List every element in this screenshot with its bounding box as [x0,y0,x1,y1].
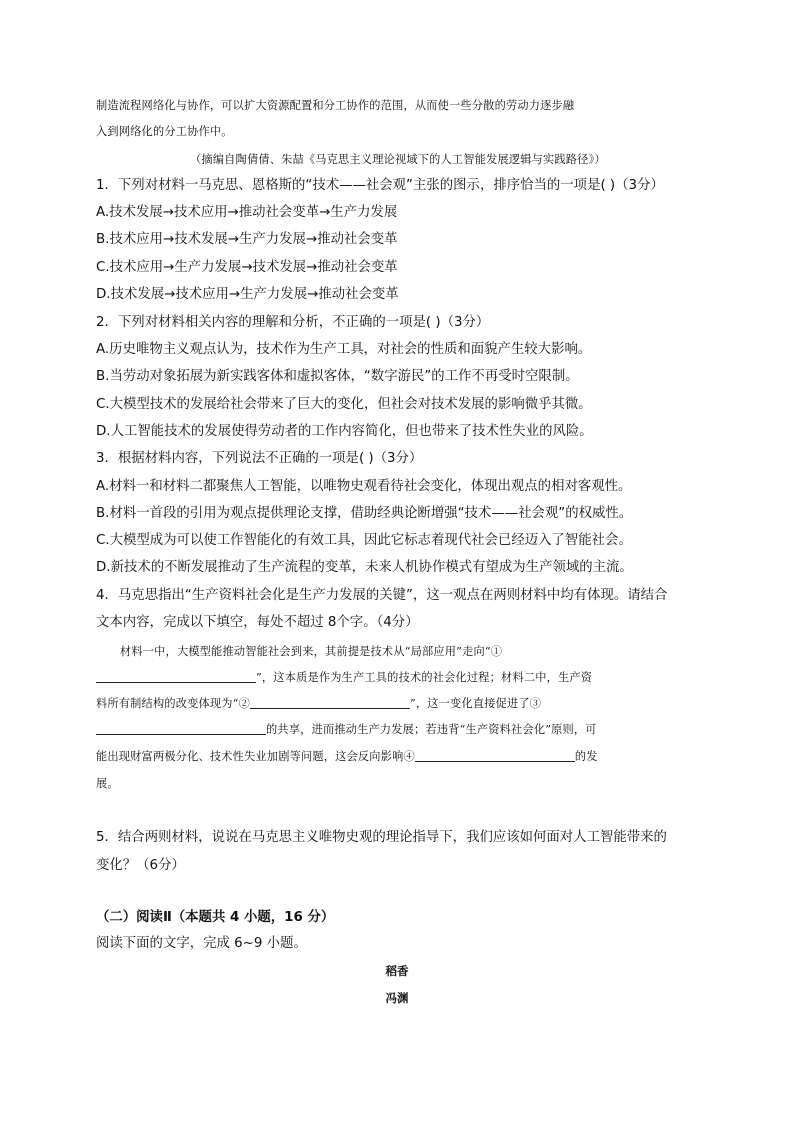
question-3-stem: 3．根据材料内容，下列说法不正确的一项是( )（3分） [96,451,423,466]
fill-text-4: 的共享，进而推动生产力发展；若违背“生产资料社会化”原则，可 [266,723,597,736]
fill-text-3a: 料所有制结构的改变体现为“② [96,697,250,710]
question-1-option-d: D.技术发展→技术应用→生产力发展→推动社会变革 [96,287,399,302]
question-3-option-c: C.大模型成为可以使工作智能化的有效工具，因此它标志着现代社会已经迈入了智能社会。 [96,533,632,548]
fill-paragraph-line-3 [96,694,541,714]
intro-line-2: 入到网络化的分工协作中。 [96,125,233,138]
question-1-option-b: B.技术应用→技术发展→生产力发展→推动社会变革 [96,232,398,247]
section-2-heading: （二）阅读Ⅱ（本题共 4 小题，16 分） [96,910,335,925]
answer-blank-1[interactable] [96,668,256,683]
fill-paragraph-line-6: 展。 [96,777,119,790]
question-1-stem: 1．下列对材料一马克思、恩格斯的“技术——社会观”主张的图示，排序恰当的一项是( )（3分） [96,178,664,193]
question-2-stem: 2．下列对材料相关内容的理解和分析，不正确的一项是( )（3分） [96,315,490,330]
citation: （摘编自陶倩倩、朱喆《马克思主义理论视域下的人工智能发展逻辑与实践路径》） [190,153,606,166]
question-2-option-d: D.人工智能技术的发展使得劳动者的工作内容简化，但也带来了技术性失业的风险。 [96,424,593,439]
question-5-line-2: 变化？（6分） [96,858,185,873]
answer-blank-2[interactable] [250,694,410,709]
fill-text-3b: ”，这一变化直接促进了③ [409,697,542,710]
question-1-option-c: C.技术应用→生产力发展→技术发展→推动社会变革 [96,260,398,275]
fill-text-5b: 的发 [574,750,598,763]
intro-line-1: 制造流程网络化与协作，可以扩大资源配置和分工协作的范围，从而使一些分散的劳动力逐步融 [96,99,575,112]
fill-paragraph-line-5 [96,747,598,767]
question-3-option-d: D.新技术的不断发展推动了生产流程的变革，未来人机协作模式有望成为生产领域的主流。 [96,560,633,575]
question-4-stem-line-2: 文本内容，完成以下填空，每处不超过 8个字。（4分） [96,615,419,630]
question-2-option-b: B.当劳动对象拓展为新实践客体和虚拟客体，“数字游民”的工作不再受时空限制。 [96,369,579,384]
fill-paragraph-line-2 [96,668,592,688]
article-author: 冯渊 [385,991,409,1005]
question-2-option-c: C.大模型技术的发展给社会带来了巨大的变化，但社会对技术发展的影响微乎其微。 [96,397,592,412]
question-3-option-a: A.材料一和材料二都聚焦人工智能，以唯物史观看待社会变化，体现出观点的相对客观性。 [96,479,632,494]
fill-text-5a: 能出现财富两极分化、技术性失业加剧等问题，这会反向影响④ [96,750,415,763]
article-title: 稻香 [385,964,409,978]
question-3-option-b: B.材料一首段的引用为观点提供理论支撑，借助经典论断增强“技术——社会观”的权威性。 [96,506,633,521]
question-5-line-1: 5．结合两则材料，说说在马克思主义唯物史观的理论指导下，我们应该如何面对人工智能带来的 [96,830,667,845]
fill-text-2: ”，这本质是作为生产工具的技术的社会化过程；材料二中，生产资 [256,671,593,684]
fill-paragraph-line-1: 材料一中，大模型能推动智能社会到来，其前提是技术从“局部应用”走向“① [120,645,503,658]
answer-blank-4[interactable] [415,747,575,762]
section-2-instruction: 阅读下面的文字，完成 6~9 小题。 [96,936,307,951]
question-2-option-a: A.历史唯物主义观点认为，技术作为生产工具，对社会的性质和面貌产生较大影响。 [96,342,592,357]
question-1-option-a: A.技术发展→技术应用→推动社会变革→生产力发展 [96,205,398,220]
question-4-stem-line-1: 4．马克思指出“生产资料社会化是生产力发展的关键”，这一观点在两则材料中均有体现。请结合 [96,588,668,603]
answer-blank-3[interactable] [96,720,266,735]
fill-paragraph-line-4 [96,720,597,740]
